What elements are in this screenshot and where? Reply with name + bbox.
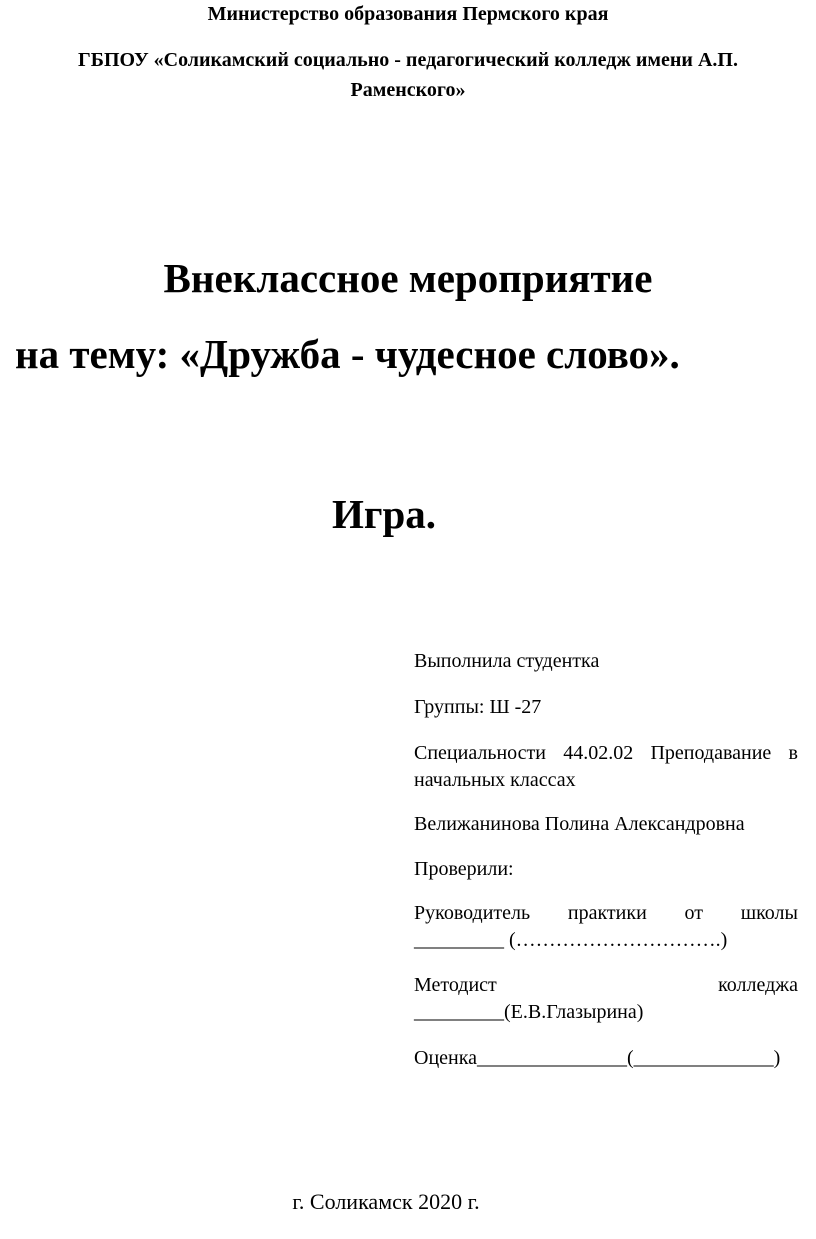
supervisor-word: от <box>684 902 703 924</box>
supervisor-signature-line: _________ (………………………….) <box>414 929 728 951</box>
specialty-line2: начальных классах <box>414 769 576 791</box>
group-label: Группы: Ш -27 <box>414 696 542 718</box>
supervisor-word: школы <box>740 902 798 924</box>
methodist-block <box>414 972 798 1026</box>
document-title: Внеклассное мероприятие <box>163 255 653 301</box>
college-header-line1: ГБПОУ «Соликамский социально - педагогический колледж имени А.П. <box>78 49 738 71</box>
college-header <box>40 45 776 105</box>
city-year: г. Соликамск 2020 г. <box>292 1189 480 1214</box>
specialty-word: Преподавание <box>650 742 772 764</box>
supervisor-line1 <box>414 900 798 927</box>
methodist-word: колледжа <box>718 974 798 996</box>
performed-by-label: Выполнила студентка <box>414 650 600 672</box>
document-topic: на тему: «Дружба - чудесное слово». <box>15 331 680 377</box>
college-header-line2: Раменского» <box>350 79 466 101</box>
grade-line: Оценка_______________(______________) <box>414 1047 781 1069</box>
supervisor-word: практики <box>567 902 647 924</box>
specialty-block <box>414 740 798 794</box>
methodist-signature-line: _________(Е.В.Глазырина) <box>414 1001 644 1023</box>
document-subtitle: Игра. <box>331 491 437 537</box>
checked-by-label: Проверили: <box>414 858 514 880</box>
specialty-word: Специальности <box>414 742 547 764</box>
specialty-word: 44.02.02 <box>563 742 634 764</box>
methodist-line1 <box>414 972 798 999</box>
specialty-line1 <box>414 740 798 767</box>
supervisor-word: Руководитель <box>414 902 531 924</box>
student-name: Велижанинова Полина Александровна <box>414 813 745 835</box>
methodist-word: Методист <box>414 974 497 996</box>
specialty-word: в <box>788 742 798 764</box>
ministry-header: Министерство образования Пермского края <box>207 3 609 25</box>
supervisor-block <box>414 900 798 954</box>
